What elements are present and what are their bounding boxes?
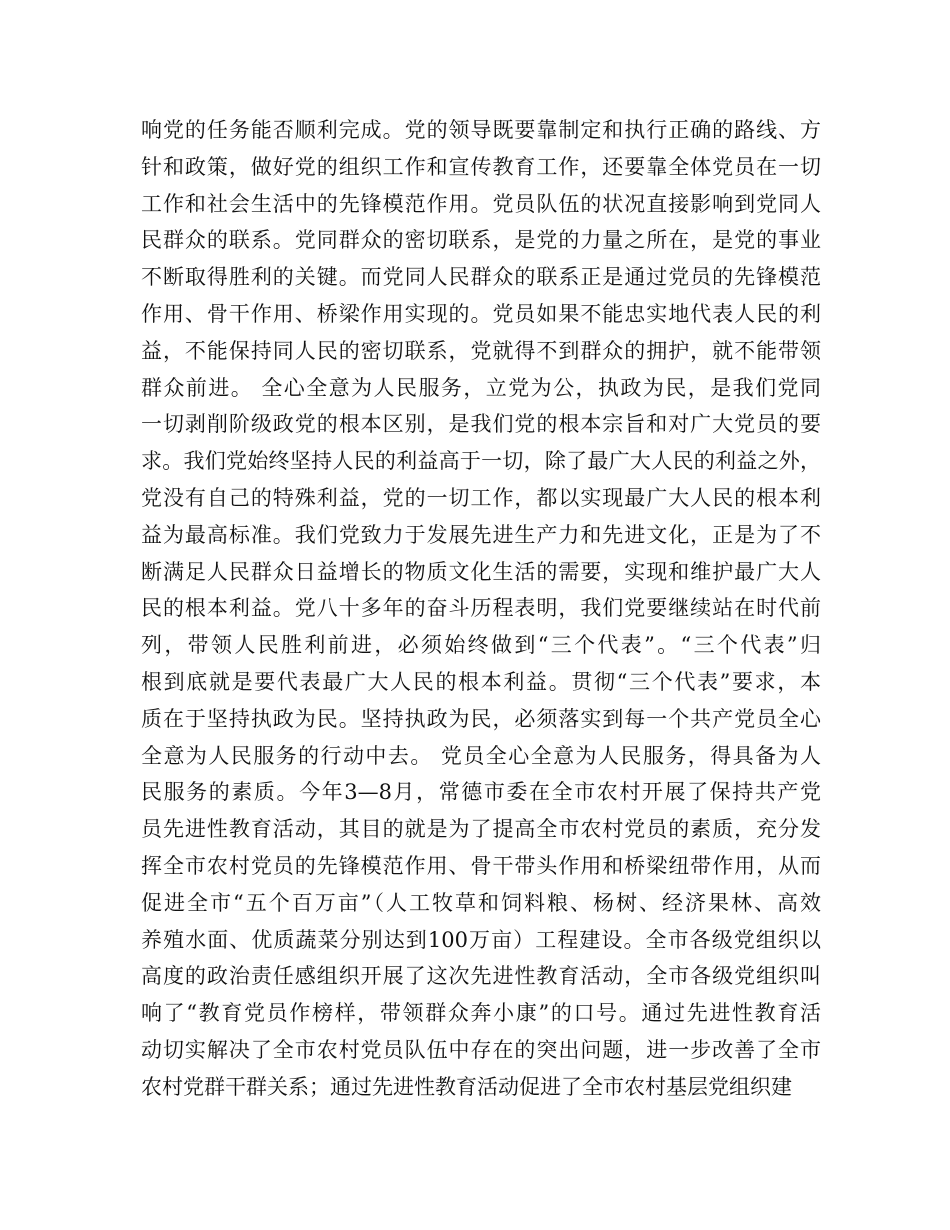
text-line-1: 响党的任务能否顺利完成。党的领导既要靠制定和执行正确的路线、方	[141, 118, 821, 142]
text-line-24: 高度的政治责任感组织开展了这次先进性教育活动，全市各级党组织叫	[141, 964, 821, 989]
text-line-15: 列，带领人民胜利前进，必须始终做到“三个代表”。“三个代表”归	[141, 633, 821, 658]
text-line-25: 响了“教育党员作榜样，带领群众奔小康”的口号。通过先进性教育活	[141, 1001, 821, 1026]
text-line-8: 群众前进。 全心全意为人民服务，立党为公，执政为民，是我们党同	[141, 375, 821, 400]
text-line-2: 针和政策，做好党的组织工作和宣传教育工作，还要靠全体党员在一切	[141, 154, 821, 179]
text-line-26: 动切实解决了全市农村党员队伍中存在的突出问题，进一步改善了全市	[141, 1037, 821, 1062]
text-line-12: 益为最高标准。我们党致力于发展先进生产力和先进文化，正是为了不	[141, 522, 821, 547]
text-line-3: 工作和社会生活中的先锋模范作用。党员队伍的状况直接影响到党同人	[141, 191, 821, 216]
text-line-21: 挥全市农村党员的先锋模范作用、骨干带头作用和桥梁纽带作用，从而	[141, 853, 821, 878]
text-line-23: 养殖水面、优质蔬菜分别达到100万亩）工程建设。全市各级党组织以	[141, 927, 821, 952]
text-line-13: 断满足人民群众日益增长的物质文化生活的需要，实现和维护最广大人	[141, 559, 821, 584]
text-line-7: 益，不能保持同人民的密切联系，党就得不到群众的拥护，就不能带领	[141, 338, 821, 363]
text-line-10: 求。我们党始终坚持人民的利益高于一切，除了最广大人民的利益之外，	[141, 449, 821, 474]
text-line-4: 民群众的联系。党同群众的密切联系，是党的力量之所在，是党的事业	[141, 228, 821, 253]
text-line-19: 民服务的素质。今年3—8月，常德市委在全市农村开展了保持共产党	[141, 780, 821, 805]
text-line-14: 民的根本利益。党八十多年的奋斗历程表明，我们党要继续站在时代前	[141, 596, 821, 621]
body-text	[141, 112, 821, 1106]
text-line-20: 员先进性教育活动，其目的就是为了提高全市农村党员的素质，充分发	[141, 817, 821, 842]
text-line-11: 党没有自己的特殊利益，党的一切工作，都以实现最广大人民的根本利	[141, 485, 821, 510]
text-line-27: 农村党群干群关系；通过先进性教育活动促进了全市农村基层党组织建	[141, 1074, 792, 1099]
text-line-22: 促进全市“五个百万亩”（人工牧草和饲料粮、杨树、经济果林、高效	[141, 890, 821, 915]
text-line-17: 质在于坚持执政为民。坚持执政为民，必须落实到每一个共产党员全心	[141, 706, 821, 731]
text-line-5: 不断取得胜利的关键。而党同人民群众的联系正是通过党员的先锋模范	[141, 265, 821, 290]
text-line-9: 一切剥削阶级政党的根本区别，是我们党的根本宗旨和对广大党员的要	[141, 412, 821, 437]
text-line-18: 全意为人民服务的行动中去。 党员全心全意为人民服务，得具备为人	[141, 743, 821, 768]
text-line-16: 根到底就是要代表最广大人民的根本利益。贯彻“三个代表”要求，本	[141, 669, 821, 694]
text-line-6: 作用、骨干作用、桥梁作用实现的。党员如果不能忠实地代表人民的利	[141, 301, 821, 326]
